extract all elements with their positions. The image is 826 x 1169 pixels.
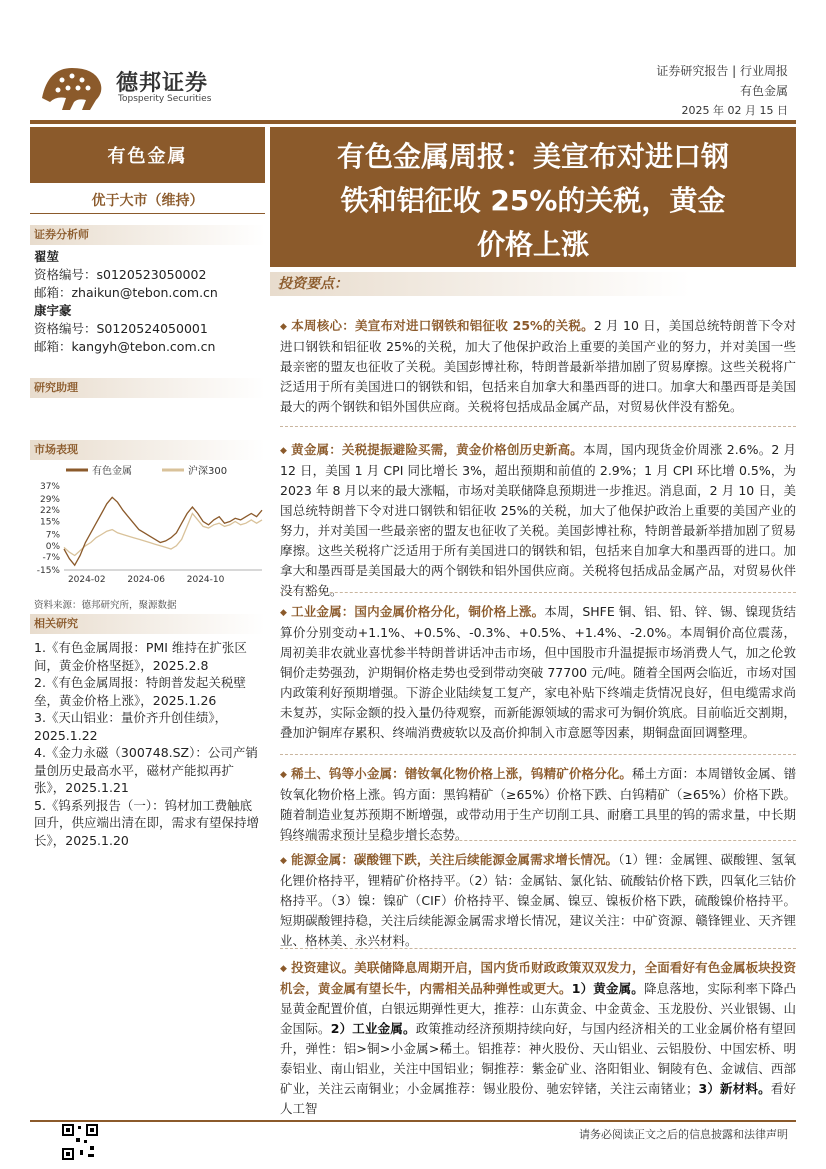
- bullet-icon: ◆: [280, 770, 288, 780]
- point-body: 看好人工智: [280, 1081, 796, 1116]
- logo-text-en: Topsperity Securities: [118, 94, 212, 104]
- separator: [280, 754, 796, 755]
- legend-label: 沪深300: [188, 466, 228, 477]
- related-item[interactable]: 2.《有色金属周报：特朗普发起关税壁垒，黄金价格上涨》，2025.1.26: [34, 675, 246, 708]
- logo-text-cn: 德邦证券: [116, 71, 209, 96]
- series-line: [64, 497, 262, 565]
- report-title: [270, 135, 796, 267]
- analyst-cert: 资格编号：s0120523050002: [34, 267, 207, 282]
- related-research-list: [34, 639, 264, 849]
- point-body: 本周，SHFE 铜、铝、铅、锌、锡、镍现货结算价分别变动+1.1%、+0.5%、-0.3%、+0.5%、+1.4%、-2.0%。本周铜价高位震荡，周初美非农就业喜忧参半特朗普讲话冲击市场，但中国股市升温提振市场消费人气，加之伦敦铜价走势强劲，沪期铜价格走势也受到带动突破 77700 元/吨。随着全国两会临近，市场对国内政策利好预期增强。下游企业陆续复工复产，家电补贴下终端走货情况良好，但电缆需求尚未复苏，实际金额的投入量仍待观察，而新能源领域的需求可为铜价筑底。目前临近交割期，叠加沪铜库存累积、终端消费疲软以及高价抑制入市意愿等因素，期铜盘面回调整理。: [280, 604, 796, 740]
- point-body: （1）锂：金属锂、碳酸锂、氢氧化锂价格持平，锂精矿价格持平。（2）钴：金属钴、氯化钴、硫酸钴价格下跌，四氧化三钴价格持平。（3）镍：镍矿（CIF）价格持平、镍金属、镍豆、镍板价格下跌，硫酸镍价格持平。短期碳酸锂持稳，关注后续能源金属需求增长情况，建议关注：中矿资源、赣锋锂业、天齐锂业、格林美、永兴材料。: [280, 852, 796, 948]
- rating-label: 优于大市（维持）: [91, 193, 204, 209]
- sector-label: 有色金属: [30, 127, 265, 183]
- point-body: 政策推动经济预期持续向好，与国内经济相关的工业金属价格有望回升，弹性：铝>铜>小金属>稀土。铝推荐：神火股份、天山铝业、云铝股份、中国宏桥、明泰铝业、南山铝业，关注中国铝业；铜推荐：紫金矿业、洛阳钼业、铜陵有色、金诚信、西部矿业，关注云南铜业；小金属推荐：锡业股份、驰宏锌锗，关注云南锗业；: [280, 1021, 796, 1096]
- y-tick-label: 15%: [39, 517, 60, 528]
- legend-label: 有色金属: [92, 466, 132, 477]
- report-type: 证券研究报告 | 行业周报: [656, 64, 788, 78]
- point-body: 稀土方面：本周镨钕金属、镨钕氧化物价格上涨。钨方面：黑钨精矿（≥65%）价格下跌、白钨精矿（≥65%）价格下跌。随着制造业复苏预期不断增强，或带动用于生产切削工具、耐磨工具里的钨的需求量，中长期钨终端需求预计呈稳步增长态势。: [280, 766, 796, 842]
- title-line: 价格上涨: [476, 228, 589, 261]
- y-tick-label: 37%: [39, 482, 60, 492]
- key-points-header: 投资要点：: [270, 272, 796, 296]
- y-tick-label: 0%: [45, 541, 60, 552]
- qr-code-icon[interactable]: [60, 1122, 100, 1162]
- key-point-investment: [280, 958, 796, 1119]
- separator: [280, 426, 796, 427]
- point-body: 本周，国内现货金价周涨 2.6%。2 月 12 日，美国 1 月 CPI 同比增长 3%，超出预期和前值的 2.9%；1 月 CPI 环比增 0.5%，为 2023 年 8 月以来的最大涨幅，市场对美联储降息预期进一步推迟。消息面，2 月 10 日，美国总统特朗普下令对进口钢铁和铝征收 25%的关税，加大了他保护政治上重要的美国产业的努力，并对美国一些最亲密的盟友也征收了关税。美国彭博社称，特朗普最新举措加剧了贸易摩擦。这些关税将广泛适用于所有美国进口的钢铁和铝，包括来自加拿大和墨西哥的进口。加拿大和墨西哥是美国最大的两个钢铁和铝外国供应商。关税将包括成品金属产品，对贸易伙伴没有豁免。: [280, 442, 796, 598]
- separator: [280, 840, 796, 841]
- analyst-email[interactable]: 邮箱：zhaikun@tebon.com.cn: [34, 285, 218, 300]
- point-heading: 本周核心：美宣布对进口钢铁和铝征收 25%的关税。: [291, 318, 594, 333]
- bullet-icon: ◆: [280, 446, 288, 456]
- related-item[interactable]: 3.《天山铝业：量价齐升创佳绩》，2025.1.22: [34, 710, 228, 743]
- point-body: 2 月 10 日，美国总统特朗普下令对进口钢铁和铝征收 25%的关税，加大了他保护政治上重要的美国产业的努力，并对美国一些最亲密的盟友也征收了关税。美国彭博社称，特朗普最新举措加剧了贸易摩擦。这些关税将广泛适用于所有美国进口的钢铁和铝，包括来自加拿大和墨西哥的进口。加拿大和墨西哥是美国最大的两个钢铁和铝外国供应商。关税将包括成品金属产品，对贸易伙伴没有豁免。: [280, 318, 797, 414]
- header-industry: 有色金属: [739, 84, 788, 98]
- separator: [280, 592, 796, 593]
- key-point-industrial: [280, 602, 796, 743]
- point-heading: 黄金属：关税提振避险买需，黄金价格创历史新高。: [291, 442, 583, 457]
- analyst-section-header: 证券分析师: [30, 225, 265, 245]
- chart-source: 资料来源：德邦研究所，聚源数据: [34, 600, 177, 611]
- y-tick-label: -15%: [36, 566, 60, 576]
- point-heading: 稀土、钨等小金属：镨钕氧化物价格上涨，钨精矿价格分化。: [291, 766, 632, 781]
- bullet-icon: ◆: [280, 322, 288, 332]
- title-line: 铁和铝征收 25%的关税，黄金: [340, 184, 726, 217]
- point-heading: 投资建议。美联储降息周期开启，国内货币财政政策双双发力，全面看好有色金属板块投资机会，黄金属有望长牛，内需相关品种弹性或更大。: [280, 960, 797, 996]
- rating-divider: [30, 213, 265, 214]
- assistant-section-header: 研究助理: [30, 378, 265, 398]
- point-body: 降息落地，实际利率下降凸显黄金配置价值，白银远期弹性更大，推荐：山东黄金、中金黄金、玉龙股份、兴业银锡、山金国际。: [280, 981, 796, 1036]
- x-tick-label: 2024-02: [67, 575, 106, 585]
- market-performance-chart: [30, 460, 265, 590]
- related-section-header: 相关研究: [30, 614, 265, 634]
- leopard-logo-icon: [38, 58, 110, 114]
- company-logo: [38, 58, 218, 114]
- key-point-minor-metals: [280, 764, 796, 845]
- related-item[interactable]: 1.《有色金属周报：PMI 维持在扩张区间，黄金价格坚挺》，2025.2.8: [34, 640, 247, 673]
- analyst-name: 康宇豪: [34, 303, 72, 318]
- point-bold: 1）黄金属。: [571, 981, 644, 996]
- related-item[interactable]: 4.《金力永磁（300748.SZ）：公司产销量创历史最高水平，磁材产能拟再扩张》，2025.1.21: [34, 745, 258, 795]
- analyst-cert: 资格编号：S0120524050001: [34, 321, 208, 336]
- separator: [280, 948, 796, 949]
- key-point-energy-metals: [280, 850, 796, 951]
- point-heading: 工业金属：国内金属价格分化，铜价格上涨。: [291, 604, 545, 619]
- point-heading: 能源金属：碳酸锂下跌，关注后续能源金属需求增长情况。: [291, 852, 619, 867]
- disclaimer-note: 请务必阅读正文之后的信息披露和法律声明: [579, 1128, 788, 1141]
- report-title-box: [270, 127, 796, 267]
- analyst-list: [34, 248, 264, 356]
- related-item[interactable]: 5.《钨系列报告（一）：钨材加工费触底回升，供应端出清在即，需求有望保持增长》，2025.1.20: [34, 797, 260, 848]
- point-bold: 3）新材料。: [698, 1081, 771, 1096]
- key-point-core: [280, 316, 796, 417]
- footer-divider: [30, 1120, 796, 1122]
- market-section-header: 市场表现: [30, 440, 265, 460]
- point-bold: 2）工业金属。: [330, 1021, 416, 1036]
- report-date: 2025 年 02 月 15 日: [681, 104, 788, 117]
- bullet-icon: ◆: [280, 856, 288, 866]
- analyst-name: 翟堃: [34, 249, 60, 264]
- bullet-icon: ◆: [280, 608, 288, 618]
- title-line: 有色金属周报：美宣布对进口钢: [336, 140, 729, 173]
- x-tick-label: 2024-10: [186, 575, 225, 585]
- y-tick-label: 29%: [39, 494, 60, 505]
- y-tick-label: 7%: [45, 530, 60, 541]
- bullet-icon: ◆: [280, 964, 288, 974]
- analyst-email[interactable]: 邮箱：kangyh@tebon.com.cn: [34, 339, 216, 354]
- x-tick-label: 2024-06: [127, 575, 165, 585]
- header-divider: [30, 120, 796, 124]
- key-point-precious: [280, 440, 796, 601]
- y-tick-label: -7%: [42, 553, 60, 564]
- y-tick-label: 22%: [39, 506, 60, 517]
